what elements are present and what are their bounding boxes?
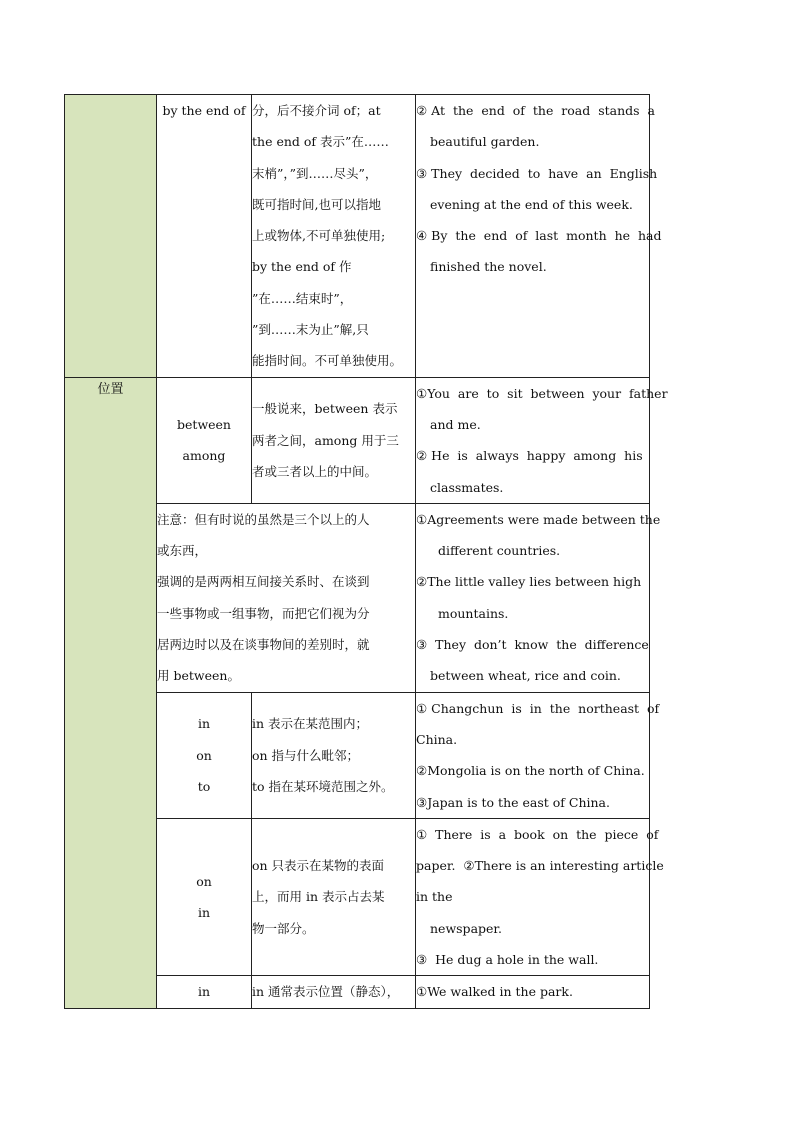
example-line: finished the novel. [430, 259, 547, 275]
word-cell [157, 692, 252, 818]
explanation-line: 者或三者以上的中间。 [252, 463, 378, 479]
example-line: and me. [430, 416, 481, 432]
example-line: China. [416, 731, 458, 747]
word-text: between [177, 416, 231, 432]
word-text: on [196, 747, 212, 763]
note-line: 一些事物或一组事物，而把它们视为分 [157, 605, 370, 621]
grammar-table [64, 94, 668, 1009]
word-text: in [197, 716, 211, 732]
example-line: ①Agreements were made between the [416, 511, 661, 527]
explanation-line: to 指在某环境范围之外。 [252, 778, 394, 794]
word-text: in [197, 905, 211, 921]
category-cell [65, 377, 157, 1008]
word-text: by the end of [162, 103, 246, 118]
example-line: different countries. [438, 543, 561, 559]
word-text: among [182, 448, 226, 464]
explanation-line: by the end of 作 [252, 259, 352, 275]
explanation-line: 上，而用 in 表示占去某 [252, 889, 385, 905]
example-cell [416, 976, 650, 1008]
explanation-line: 分，后不接介词 of；at [252, 103, 381, 118]
example-line: ① Changchun is in the northeast of [416, 700, 660, 716]
category-cell-empty [65, 95, 157, 378]
example-line: ① There is a book on the piece of [416, 826, 659, 842]
note-line: 用 between。 [157, 668, 240, 684]
explanation-cell [252, 377, 416, 503]
explanation-line: in 表示在某范围内； [252, 716, 369, 732]
word-text: on [196, 873, 212, 889]
word-cell [157, 818, 252, 975]
explanation-line: 一般说来，between 表示 [252, 401, 398, 417]
example-line: ④ By the end of last month he had [416, 228, 662, 244]
category-label: 位置 [97, 381, 124, 397]
table-row [65, 377, 650, 503]
note-line: 或东西， [157, 543, 208, 559]
example-line: classmates. [430, 479, 504, 495]
example-line: mountains. [438, 605, 509, 621]
word-cell [157, 377, 252, 503]
example-line: ② He is always happy among his [416, 448, 643, 464]
explanation-cell [252, 976, 416, 1008]
explanation-cell [252, 692, 416, 818]
explanation-line: 能指时间。不可单独使用。 [252, 353, 403, 369]
explanation-line: ”在……结束时”， [252, 290, 353, 306]
word-cell [157, 95, 252, 378]
note-line: 强调的是两两相互间接关系时、在谈到 [157, 574, 370, 590]
explanation-line: 上或物体,不可单独使用; [252, 228, 386, 244]
example-cell [416, 377, 668, 503]
word-cell [157, 976, 252, 1008]
example-line: ②Mongolia is on the north of China. [416, 763, 645, 779]
explanation-line: on 只表示在某物的表面 [252, 858, 385, 874]
example-line: beautiful garden. [430, 134, 540, 150]
example-line: ①You are to sit between your father [416, 385, 668, 401]
explanation-cell [252, 818, 416, 975]
example-cell [416, 95, 662, 378]
example-line: ②The little valley lies between high [416, 574, 642, 590]
explanation-line: 末梢”，”到……尽头”， [252, 165, 378, 181]
explanation-line: in 通常表示位置（静态）， [252, 984, 400, 1000]
example-line: ③Japan is to the east of China. [416, 794, 610, 810]
word-text: in [197, 984, 211, 1000]
note-cell [157, 503, 416, 692]
note-line: 居两边时以及在谈事物间的差别时，就 [157, 637, 370, 653]
example-line: ② At the end of the road stands a [416, 103, 655, 118]
example-cell [416, 818, 664, 975]
explanation-cell [252, 95, 416, 378]
table-row [65, 95, 650, 378]
example-line: ③ They decided to have an English [416, 165, 658, 181]
example-cell [416, 503, 661, 692]
note-line: 注意：但有时说的虽然是三个以上的人 [157, 511, 370, 527]
example-line: in the [416, 889, 453, 905]
word-text: to [197, 778, 211, 794]
example-line: between wheat, rice and coin. [430, 668, 621, 684]
example-line: newspaper. [430, 920, 502, 936]
explanation-line: 物一部分。 [252, 920, 315, 936]
explanation-line: 既可指时间,也可以指地 [252, 196, 381, 212]
example-line: paper. ②There is an interesting article [416, 858, 664, 874]
example-line: evening at the end of this week. [430, 196, 633, 212]
example-line: ③ He dug a hole in the wall. [416, 952, 599, 968]
explanation-line: 两者之间，among 用于三 [252, 432, 399, 448]
example-line: ①We walked in the park. [416, 984, 573, 1000]
example-cell [416, 692, 660, 818]
explanation-line: ”到……末为止”解,只 [252, 322, 369, 338]
example-line: ③ They don’t know the difference [416, 637, 649, 653]
explanation-line: on 指与什么毗邻； [252, 747, 360, 763]
explanation-line: the end of 表示”在…… [252, 134, 389, 150]
